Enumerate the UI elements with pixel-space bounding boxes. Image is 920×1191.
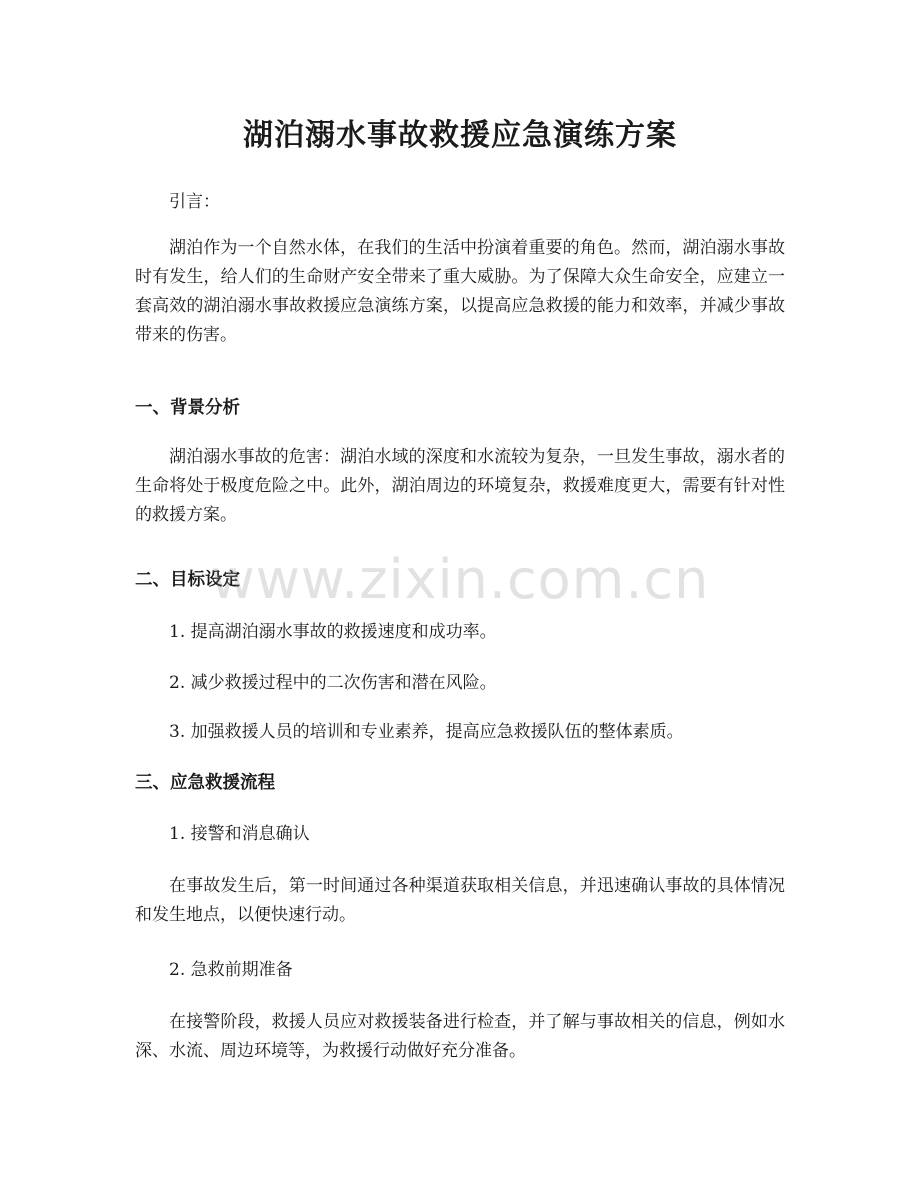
document-title: 湖泊溺水事故救援应急演练方案 [243,118,677,153]
step-1-title: 1. 接警和消息确认 [169,824,310,844]
section-heading-process: 三、应急救援流程 [135,773,275,793]
background-paragraph: 湖泊溺水事故的危害：湖泊水域的深度和水流较为复杂，一旦发生事故，溺水者的生命将处于极度危险之中。此外，湖泊周边的环境复杂，救援难度更大，需要有针对性的救援方案。 [135,447,785,525]
intro-label: 引言： [169,192,220,212]
section-heading-goals: 二、目标设定 [135,570,240,590]
watermark-text: www.zixin.com.cn [210,548,710,611]
step-2-paragraph: 在接警阶段，救援人员应对救援装备进行检查，并了解与事故相关的信息，例如水深、水流、周边环境等，为救援行动做好充分准备。 [135,1012,785,1061]
intro-paragraph: 湖泊作为一个自然水体，在我们的生活中扮演着重要的角色。然而，湖泊溺水事故时有发生，给人们的生命财产安全带来了重大威胁。为了保障大众生命安全，应建立一套高效的湖泊溺水事故救援应急演练方案，以提高应急救援的能力和效率，并减少事故带来的伤害。 [135,238,785,345]
goal-item-3: 3. 加强救援人员的培训和专业素养，提高应急救援队伍的整体素质。 [169,722,684,742]
goal-item-2: 2. 减少救援过程中的二次伤害和潜在风险。 [169,673,497,693]
section-heading-background: 一、背景分析 [135,398,240,418]
step-2-title: 2. 急救前期准备 [169,960,293,980]
step-1-paragraph: 在事故发生后，第一时间通过各种渠道获取相关信息，并迅速确认事故的具体情况和发生地点，以便快速行动。 [135,876,785,925]
goal-item-1: 1. 提高湖泊溺水事故的救援速度和成功率。 [169,622,497,642]
